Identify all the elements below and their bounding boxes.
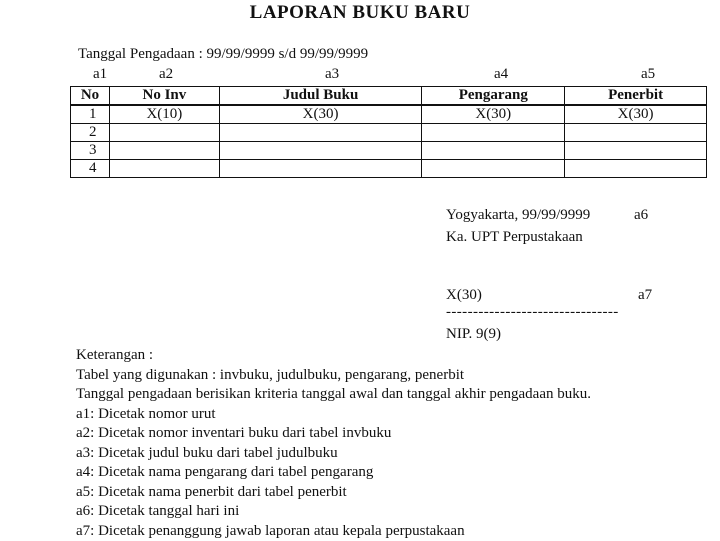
keterangan-line: a3: Dicetak judul buku dari tabel judulbuku <box>76 444 591 464</box>
table-row <box>71 105 707 124</box>
cell-no: 3 <box>71 142 110 160</box>
signature-dash-line: -------------------------------- <box>446 304 619 321</box>
header-no-inv: No Inv <box>109 87 219 106</box>
column-code-a4: a4 <box>494 66 508 83</box>
cell-no-inv: X(10) <box>109 105 219 124</box>
keterangan-line: a5: Dicetak nama penerbit dari tabel penerbit <box>76 483 591 503</box>
header-judul-buku: Judul Buku <box>219 87 422 106</box>
table-header-row <box>71 87 707 106</box>
cell-judul-buku <box>219 142 422 160</box>
signature-code-a6: a6 <box>634 207 648 224</box>
cell-pengarang <box>422 124 565 142</box>
keterangan-block <box>76 346 591 541</box>
cell-judul-buku <box>219 124 422 142</box>
cell-penerbit <box>565 124 707 142</box>
cell-penerbit: X(30) <box>565 105 707 124</box>
signature-name: X(30) <box>446 287 482 304</box>
keterangan-line: Tanggal pengadaan berisikan kriteria tanggal awal dan tanggal akhir pengadaan buku. <box>76 385 591 405</box>
cell-no-inv <box>109 160 219 178</box>
signature-code-a7: a7 <box>638 287 652 304</box>
cell-no-inv <box>109 124 219 142</box>
signature-position: Ka. UPT Perpustakaan <box>446 229 583 246</box>
keterangan-heading: Keterangan : <box>76 346 591 366</box>
keterangan-line: a7: Dicetak penanggung jawab laporan atau kepala perpustakaan <box>76 522 591 541</box>
cell-pengarang <box>422 160 565 178</box>
cell-judul-buku <box>219 160 422 178</box>
cell-penerbit <box>565 142 707 160</box>
cell-no-inv <box>109 142 219 160</box>
table-row <box>71 124 707 142</box>
header-no: No <box>71 87 110 106</box>
keterangan-line: a2: Dicetak nomor inventari buku dari tabel invbuku <box>76 424 591 444</box>
report-table <box>70 86 707 178</box>
cell-pengarang: X(30) <box>422 105 565 124</box>
keterangan-line: a6: Dicetak tanggal hari ini <box>76 502 591 522</box>
signature-place-date: Yogyakarta, 99/99/9999 <box>446 207 590 224</box>
table-row <box>71 142 707 160</box>
keterangan-line: a4: Dicetak nama pengarang dari tabel pengarang <box>76 463 591 483</box>
cell-penerbit <box>565 160 707 178</box>
signature-nip: NIP. 9(9) <box>446 326 501 343</box>
header-pengarang: Pengarang <box>422 87 565 106</box>
header-penerbit: Penerbit <box>565 87 707 106</box>
cell-no: 2 <box>71 124 110 142</box>
column-code-a3: a3 <box>325 66 339 83</box>
cell-no: 1 <box>71 105 110 124</box>
cell-pengarang <box>422 142 565 160</box>
column-code-a2: a2 <box>159 66 173 83</box>
report-title: LAPORAN BUKU BARU <box>0 2 720 24</box>
tanggal-pengadaan-line: Tanggal Pengadaan : 99/99/9999 s/d 99/99/9999 <box>78 46 368 63</box>
column-code-a1: a1 <box>93 66 107 83</box>
cell-judul-buku: X(30) <box>219 105 422 124</box>
table-row <box>71 160 707 178</box>
column-code-a5: a5 <box>641 66 655 83</box>
cell-no: 4 <box>71 160 110 178</box>
keterangan-line: Tabel yang digunakan : invbuku, judulbuku, pengarang, penerbit <box>76 366 591 386</box>
keterangan-line: a1: Dicetak nomor urut <box>76 405 591 425</box>
